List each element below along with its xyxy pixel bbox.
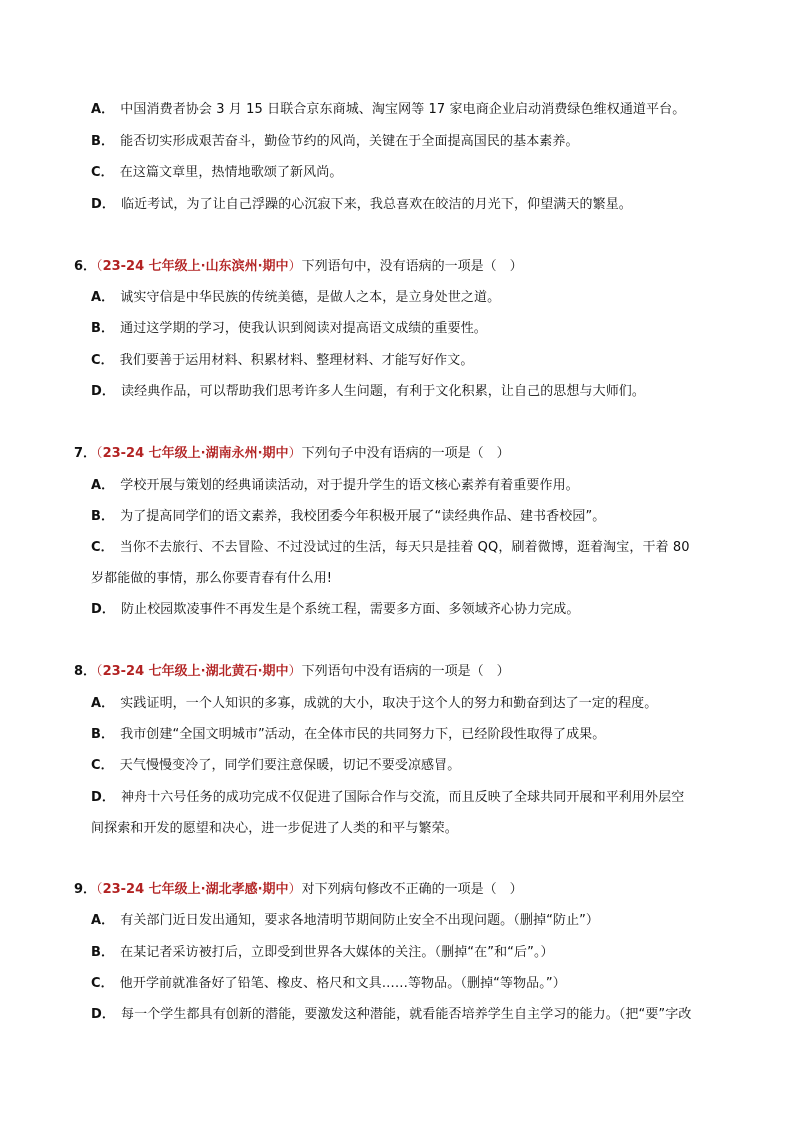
option-text: 读经典作品，可以帮助我们思考许多人生问题，有利于文化积累，让自己的思想与大师们。 [121,384,646,399]
option-d [91,196,632,214]
option-text: 在某记者采访被打后，立即受到世界各大媒体的关注。（删掉“在”和“后”。） [120,945,554,960]
option-d [91,789,684,807]
option-text: 通过这学期的学习，使我认识到阅读对提高语文成绩的重要性。 [120,321,487,336]
option-c [91,539,690,557]
question-number: 7． [74,446,97,461]
option-letter: D． [91,384,115,399]
option-letter: B． [91,945,115,960]
option-b [91,508,605,526]
option-a [91,101,685,119]
option-letter: C． [91,976,114,991]
option-letter: A． [91,913,115,928]
question-stem: 下列语句中没有语病的一项是（ ） [301,664,510,679]
option-letter: C． [91,353,114,368]
option-a [91,912,599,930]
option-text: 防止校园欺凌事件不再发生是个系统工程，需要多方面、多领域齐心协力完成。 [121,602,580,617]
option-b [91,320,487,338]
question-source: 23-24 七年级上·湖南永州·期中 [102,446,289,461]
option-letter: D． [91,602,115,617]
option-text: 有关部门近日发出通知，要求各地清明节期间防止安全不出现问题。（删掉“防止”） [120,913,600,928]
option-text: 我们要善于运用材料、积累材料、整理材料、才能写好作文。 [119,353,474,368]
option-text: 临近考试，为了让自己浮躁的心沉寂下来，我总喜欢在皎洁的月光下，仰望满天的繁星。 [121,197,632,212]
option-a [91,477,579,495]
option-letter: A． [91,696,115,711]
option-c [91,352,473,370]
question-number: 6． [74,259,97,274]
option-text: 天气慢慢变冷了，同学们要注意保暖，切记不要受凉感冒。 [119,758,461,773]
option-letter: D． [91,790,115,805]
question-stem: 下列句子中没有语病的一项是（ ） [301,446,510,461]
option-text: 每一个学生都具有创新的潜能，要激发这种潜能，就看能否培养学生自主学习的能力。（把“要”字改 [121,1007,692,1022]
option-d [91,1006,691,1024]
option-letter: B． [91,509,115,524]
option-c [91,164,342,182]
option-text: 实践证明，一个人知识的多寡，成就的大小，取决于这个人的努力和勤奋到达了一定的程度。 [120,696,658,711]
question-7-header: 7．（23-24 七年级上·湖南永州·期中）下列句子中没有语病的一项是（ ） [74,446,510,461]
option-d [91,383,645,401]
option-b [91,133,579,151]
question-stem: 下列语句中，没有语病的一项是（ ） [301,259,523,274]
option-letter: C． [91,540,114,555]
option-b [91,944,554,962]
option-d [91,601,580,619]
question-8-header: 8．（23-24 七年级上·湖北黄石·期中）下列语句中没有语病的一项是（ ） [74,664,510,679]
option-c [91,757,460,775]
option-b [91,726,605,744]
option-letter: C． [91,758,114,773]
option-text: 中国消费者协会 3 月 15 日联合京东商城、淘宝网等 17 家电商企业启动消费绿色维权通道平台。 [120,102,686,117]
question-stem: 对下列病句修改不正确的一项是（ ） [301,882,523,897]
option-text: 在这篇文章里，热情地歌颂了新风尚。 [119,165,343,180]
question-number: 9． [74,882,97,897]
option-d-continued: 间探索和开发的愿望和决心，进一步促进了人类的和平与繁荣。 [91,821,458,836]
option-text: 为了提高同学们的语文素养，我校团委今年积极开展了“读经典作品、建书香校园”。 [120,509,606,524]
option-c [91,975,566,993]
option-letter: A． [91,102,115,117]
option-text: 他开学前就准备好了铅笔、橡皮、格尺和文具……等物品。（删掉“等物品。”） [119,976,566,991]
option-letter: B． [91,727,115,742]
option-text: 学校开展与策划的经典诵读活动，对于提升学生的语文核心素养有着重要作用。 [120,478,579,493]
question-source: 23-24 七年级上·山东滨州·期中 [102,259,289,274]
option-text: 当你不去旅行、不去冒险、不过没试过的生活，每天只是挂着 QQ，刷着微博，逛着淘宝，干着 80 [119,540,690,555]
option-letter: D． [91,197,115,212]
option-c-continued: 岁都能做的事情，那么你要青春有什么用! [91,571,333,586]
option-letter: C． [91,165,114,180]
option-a [91,289,500,307]
option-text: 我市创建“全国文明城市”活动，在全体市民的共同努力下，已经阶段性取得了成果。 [120,727,606,742]
question-number: 8． [74,664,97,679]
option-letter: B． [91,134,115,149]
option-text: 诚实守信是中华民族的传统美德，是做人之本，是立身处世之道。 [120,290,501,305]
question-9-header: 9．（23-24 七年级上·湖北孝感·期中）对下列病句修改不正确的一项是（ ） [74,882,523,897]
option-letter: D． [91,1007,115,1022]
option-letter: B． [91,321,115,336]
question-source: 23-24 七年级上·湖北黄石·期中 [102,664,289,679]
option-letter: A． [91,478,115,493]
option-letter: A． [91,290,115,305]
option-text: 神舟十六号任务的成功完成不仅促进了国际合作与交流，而且反映了全球共同开展和平利用外层空 [121,790,685,805]
option-text: 能否切实形成艰苦奋斗，勤俭节约的风尚，关键在于全面提高国民的基本素养。 [120,134,579,149]
option-a [91,695,657,713]
question-source: 23-24 七年级上·湖北孝感·期中 [102,882,289,897]
question-6-header: 6．（23-24 七年级上·山东滨州·期中）下列语句中，没有语病的一项是（ ） [74,259,523,274]
